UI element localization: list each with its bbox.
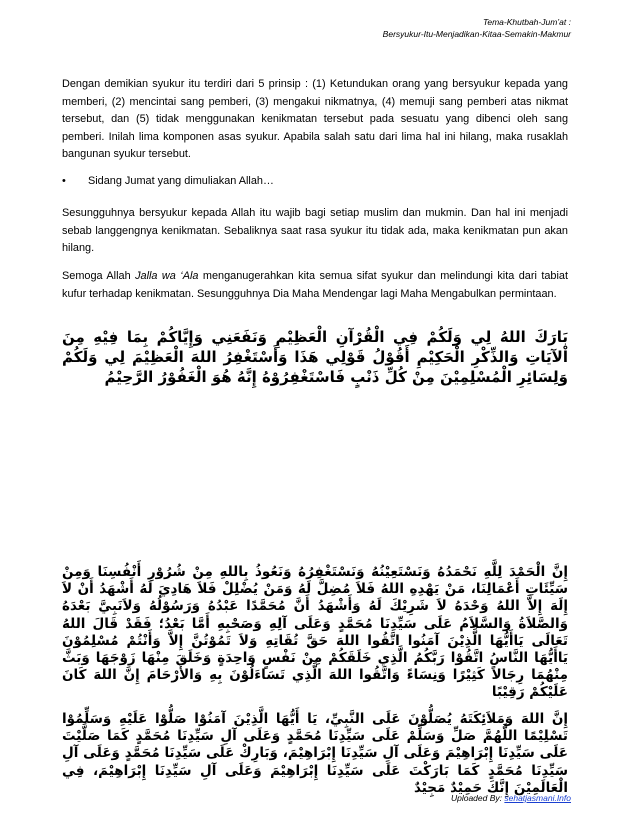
paragraph-syukur-obligation: Sesungguhnya bersyukur kepada Allah itu wajib bagi setiap muslim dan mukmin. Dan hal ini menjadi sebab langgengnya kenikmatan. Sebaliknya saat rasa syukur itu tidak ada, maka kenikmatan pun akan hilang. (62, 207, 568, 255)
prayer-text-italic: Jalla wa ‘Ala (135, 270, 199, 282)
paragraph-syukur-principles: Dengan demikian syukur itu terdiri dari 5 prinsip : (1) Ketundukan orang yang bersyukur kepada yang memberi, (2) mencintai sang pemberi, (3) mengakui nikmatnya, (4) memuji sang pemberi atas nikmat tersebut, dan (5) tidak menggunakan kenikmatan tersebut pada sesuatu yang dibenci oleh sang pemberi. Inilah lima komponen asas syukur. Apabila salah satu dari lima hal ini hilang, maka rusaklah bangunan syukur tersebut. (62, 78, 568, 161)
paragraph-prayer (62, 268, 568, 303)
arabic-salawat: إِنَّ اللهَ وَمَلاَئِكَتَهُ يُصَلُّوْنَ عَلَى النَّبِيِّ، يَا أَيُّهَا الَّذِيْنَ آمَنُوْا صَلُّوْا عَلَيْهِ وَسَلِّمُوْا تَسْلِيْمًا اللَّهُمَّ صَلِّ وَسَلِّمْ عَلَى سَيِّدِنَا مُحَمَّدٍ وَعَلَى آلِ سَيِّدِنَا مُحَمَّدٍ كَمَا صَلَّيْتَ عَلَى سَيِّدِنَا إِبْرَاهِيْمَ وَعَلَى آلِ سَيِّدِنَا إِبْرَاهِيْمَ، وَبَارِكْ عَلَى سَيِّدِنَا مُحَمَّدٍ وَعَلَى آلِ سَيِّدِنَا مُحَمَّدٍ كَمَا بَارَكْتَ عَلَى سَيِّدِنَا إِبْرَاهِيْمَ وَعَلَى آلِ سَيِّدِنَا إِبْرَاهِيْمَ، فِي الْعَالَمِيْنَ إِنَّكَ حَمِيْدٌ مَجِيْدٌ (62, 711, 568, 796)
prayer-text-start: Semoga Allah (62, 270, 136, 282)
page-header (383, 16, 571, 40)
arabic-closing-prayer: بَارَكَ اللهُ لِي وَلَكُمْ فِي الْقُرْآنِ الْعَظِيْمِ وَنَفَعَنِي وَإِيَّاكُمْ بِمَا فِيْهِ مِنَ اْلآيَاتِ وَالذِّكْرِ الْحَكِيْمِ أَقُوْلُ قَوْلِي هَذَا وَأَسْتَغْفِرُ اللهَ الْعَظِيْمَ لِي وَلَكُمْ وَلِسَائِرِ الْمُسْلِمِيْنَ مِنْ كُلِّ ذَنْبٍ فَاسْتَغْفِرُوْهُ إِنَّهُ هُوَ الْغَفُوْرُ الرَّحِيْمُ (62, 328, 568, 386)
page-footer (451, 793, 571, 803)
bullet-text: Sidang Jumat yang dimuliakan Allah… (88, 175, 274, 187)
bullet-icon: • (62, 175, 66, 187)
prayer-text-end: menganugerahkan kita semua sifat syukur dan melindungi kita dari tabiat kufur terhadap kenikmatan. Sesungguhnya Dia Maha Mendengar lagi Maha Mengabulkan permintaan. (62, 270, 568, 300)
footer-source-link[interactable]: sehatjasmani.Info (504, 793, 571, 803)
header-theme-label: Tema-Khutbah-Jum’at : (482, 17, 571, 27)
footer-uploaded-by-label: Uploaded By: (450, 793, 505, 803)
arabic-second-khutbah-opening: إِنَّ الْحَمْدَ لِلَّهِ نَحْمَدُهُ وَنَسْتَعِيْنُهُ وَنَسْتَغْفِرُهُ وَنَعُوذُ بِاللهِ مِنْ شُرُوْرِ أَنْفُسِنَا وَمِنْ سَيِّئَاتِ أَعْمَالِنَا، مَنْ يَهْدِهِ اللهُ فَلاَ مُضِلَّ لَهُ وَمَنْ يُضْلِلْ فَلاَ هَادِيَ لَهُ أَشْهَدُ أَنْ لاَ إِلَهَ إِلاَّ اللهُ وَحْدَهُ لاَ شَرِيْكَ لَهُ وَأَشْهَدُ أَنَّ مُحَمَّدًا عَبْدُهُ وَرَسُوْلُهُ وَلاَنَبِيَّ بَعْدَهُ وَالصَّلاَةُ وَالسَّلاَمُ عَلَى سَيِّدِنَا مُحَمَّدٍ وَعَلَى آلِهِ وَصَحْبِهِ أَمَّا بَعْدُ؛ فَقَدْ قَالَ اللهُ تَعَالَى يَاأَيُّهَا الَّذِيْنَ آمَنُوا اتَّقُوا اللهَ حَقَّ تُقَاتِهِ وَلاَ تَمُوْتُنَّ إِلاَّ وَأَنْتُمْ مُسْلِمُوْنَ يَاأَيُّهَا النَّاسُ اتَّقُوْا رَبَّكُمُ الَّذِي خَلَقَكُمْ مِنْ نَفْسٍ وَاحِدَةٍ وَخَلَقَ مِنْهَا زَوْجَهَا وَبَثَّ مِنْهُمَا رِجَالاً كَثِيْرًا وَنِسَاءً وَاتَّقُوا اللهَ الَّذِي تَسَاءَلُوْنَ بِهِ وَالأَرْحَامَ إِنَّ اللهَ كَانَ عَلَيْكُمْ رَقِيْبًا (62, 564, 568, 701)
bullet-item (62, 175, 274, 187)
header-title: Bersyukur-Itu-Menjadikan-Kitaa-Semakin-Makmur (382, 29, 571, 39)
